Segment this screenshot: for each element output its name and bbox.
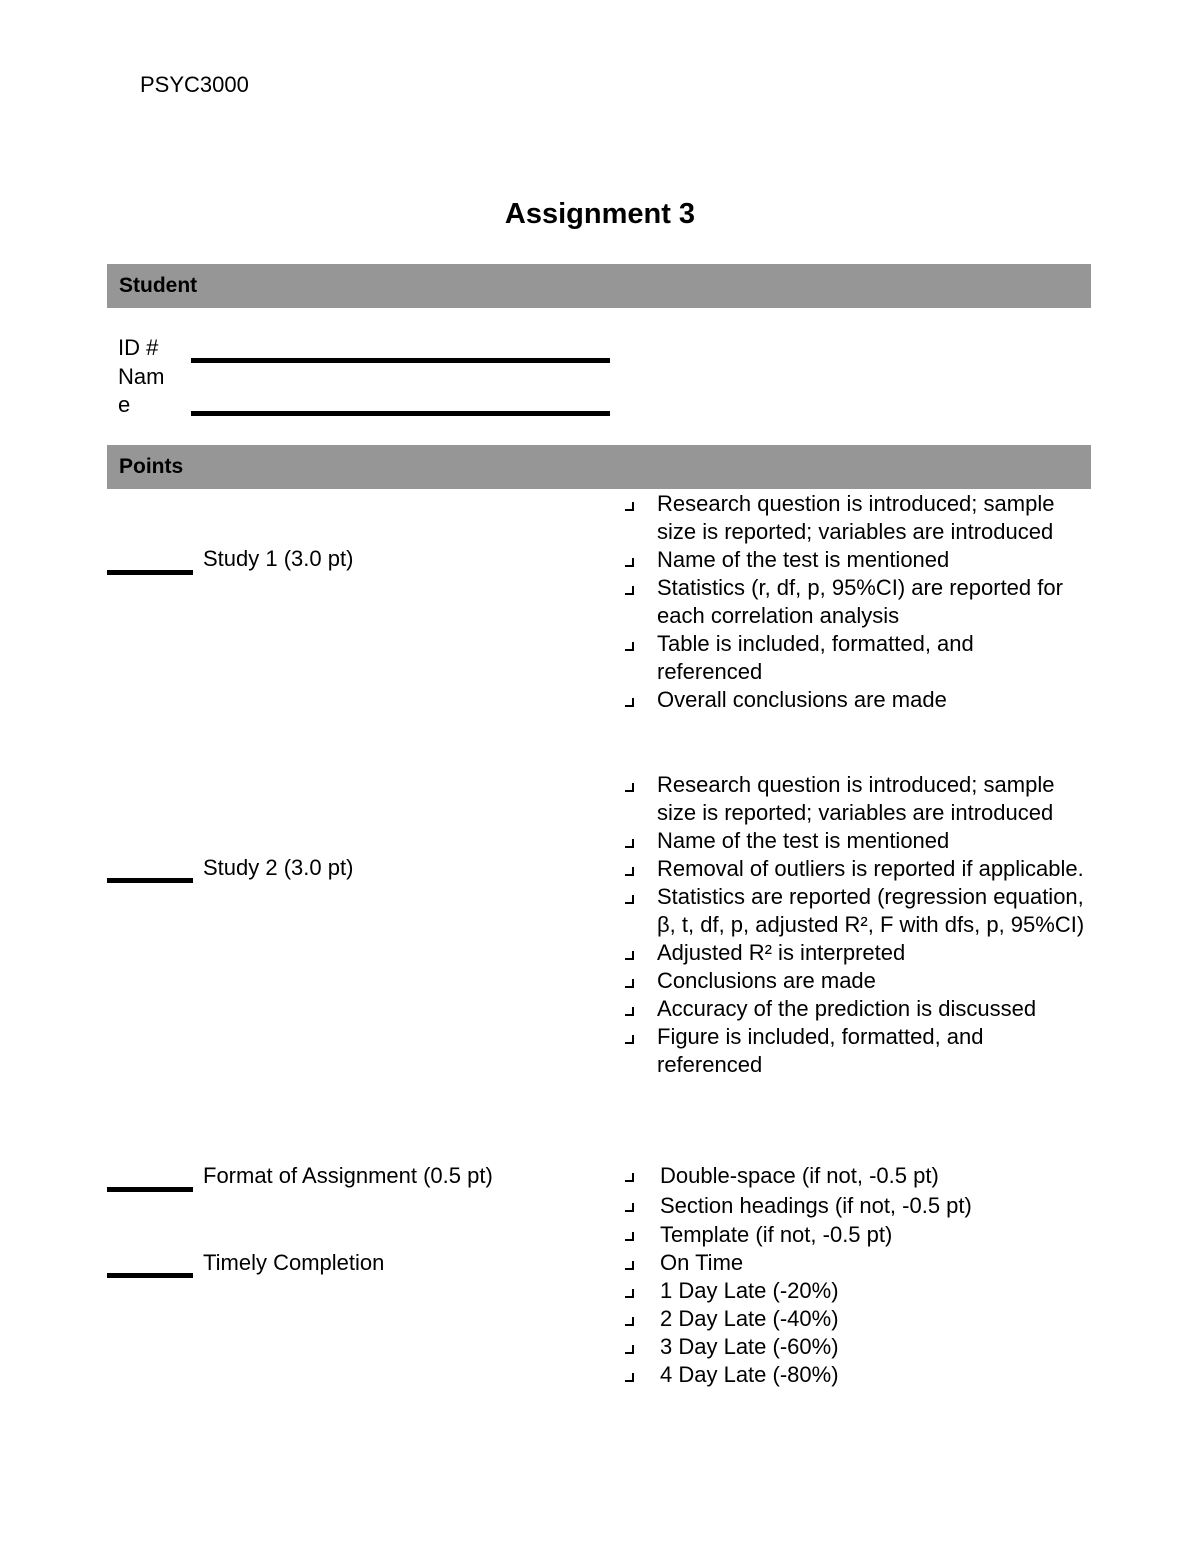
checklist-item[interactable] bbox=[625, 630, 1085, 686]
checkbox-icon[interactable] bbox=[625, 502, 634, 511]
checkbox-icon[interactable] bbox=[625, 558, 634, 567]
checklist-item[interactable] bbox=[625, 574, 1085, 630]
checklist-item-text: Section headings (if not, -0.5 pt) bbox=[660, 1192, 972, 1218]
checklist-item[interactable] bbox=[625, 771, 1085, 827]
checkbox-icon[interactable] bbox=[625, 698, 634, 707]
student-heading: Student bbox=[119, 274, 198, 297]
checklist-item-text: Removal of outliers is reported if applicable. bbox=[657, 856, 1084, 881]
checklist-item-text: 1 Day Late (-20%) bbox=[660, 1278, 839, 1303]
checklist-item-text: 4 Day Late (-80%) bbox=[660, 1362, 839, 1387]
checkbox-icon[interactable] bbox=[625, 1373, 634, 1382]
checklist-item[interactable] bbox=[625, 1161, 1085, 1191]
checkbox-icon[interactable] bbox=[625, 1035, 634, 1044]
points-section-header bbox=[107, 445, 1091, 489]
id-label: ID # bbox=[118, 335, 159, 360]
checkbox-icon[interactable] bbox=[625, 1173, 634, 1182]
timely-score-field[interactable] bbox=[107, 1273, 193, 1278]
checklist-item[interactable] bbox=[625, 967, 1085, 995]
checkbox-icon[interactable] bbox=[625, 867, 634, 876]
checkbox-icon[interactable] bbox=[625, 1007, 634, 1016]
checklist-item-text: Figure is included, formatted, and referenced bbox=[657, 1024, 984, 1077]
checkbox-icon[interactable] bbox=[625, 1261, 634, 1270]
format-checklist bbox=[625, 1161, 1085, 1250]
checkbox-icon[interactable] bbox=[625, 642, 634, 651]
points-heading: Points bbox=[119, 455, 184, 478]
timely-label: Timely Completion bbox=[203, 1250, 385, 1275]
checkbox-icon[interactable] bbox=[625, 1232, 634, 1241]
study1-checklist bbox=[625, 490, 1085, 714]
checkbox-icon[interactable] bbox=[625, 839, 634, 848]
checkbox-icon[interactable] bbox=[625, 1345, 634, 1354]
checklist-item[interactable] bbox=[625, 1333, 1085, 1361]
checklist-item[interactable] bbox=[625, 1249, 1085, 1277]
checklist-item[interactable] bbox=[625, 995, 1085, 1023]
checklist-item-text: Template (if not, -0.5 pt) bbox=[660, 1222, 893, 1247]
checkbox-icon[interactable] bbox=[625, 951, 634, 960]
study2-label: Study 2 (3.0 pt) bbox=[203, 855, 354, 880]
checklist-item-text: Research question is introduced; sample size is reported; variables are introduced bbox=[657, 772, 1055, 825]
study2-checklist bbox=[625, 771, 1085, 1079]
format-score-field[interactable] bbox=[107, 1187, 193, 1192]
checklist-item-text: Research question is introduced; sample size is reported; variables are introduced bbox=[657, 491, 1055, 544]
checklist-item-text: Accuracy of the prediction is discussed bbox=[657, 996, 1037, 1021]
checklist-item[interactable] bbox=[625, 1305, 1085, 1333]
checklist-item-text: Statistics (r, df, p, 95%CI) are reported for each correlation analysis bbox=[657, 575, 1063, 628]
checklist-item-text: Statistics are reported (regression equation, β, t, df, p, adjusted R², F with dfs, p, 95%CI) bbox=[657, 884, 1085, 937]
checkbox-icon[interactable] bbox=[625, 586, 634, 595]
course-code: PSYC3000 bbox=[140, 72, 249, 97]
checklist-item[interactable] bbox=[625, 686, 1085, 714]
checklist-item-text: Overall conclusions are made bbox=[657, 687, 947, 712]
page-title: Assignment 3 bbox=[504, 198, 696, 230]
name-label-line1: Nam bbox=[118, 364, 165, 389]
checklist-item-text: 3 Day Late (-60%) bbox=[660, 1334, 839, 1359]
checkbox-icon[interactable] bbox=[625, 1289, 634, 1298]
checklist-item-text: 2 Day Late (-40%) bbox=[660, 1306, 839, 1331]
checklist-item-text: Conclusions are made bbox=[657, 968, 876, 993]
timely-checklist bbox=[625, 1249, 1085, 1389]
checklist-item[interactable] bbox=[625, 883, 1085, 939]
checklist-item[interactable] bbox=[625, 1191, 1085, 1221]
checklist-item-text: Table is included, formatted, and referenced bbox=[657, 631, 974, 684]
id-field[interactable] bbox=[191, 358, 610, 363]
checklist-item[interactable] bbox=[625, 1220, 1085, 1250]
checklist-item-text: Name of the test is mentioned bbox=[657, 547, 950, 572]
checklist-item-text: Name of the test is mentioned bbox=[657, 828, 950, 853]
checkbox-icon[interactable] bbox=[625, 1203, 634, 1212]
checklist-item-text: Adjusted R² is interpreted bbox=[657, 940, 906, 965]
name-field[interactable] bbox=[191, 411, 610, 416]
student-section-header bbox=[107, 264, 1091, 308]
checklist-item[interactable] bbox=[625, 939, 1085, 967]
name-label-line2: e bbox=[118, 392, 131, 417]
checkbox-icon[interactable] bbox=[625, 895, 634, 904]
checklist-item[interactable] bbox=[625, 1277, 1085, 1305]
checklist-item-text: On Time bbox=[660, 1250, 744, 1275]
checklist-item[interactable] bbox=[625, 1361, 1085, 1389]
checklist-item[interactable] bbox=[625, 827, 1085, 855]
checklist-item[interactable] bbox=[625, 855, 1085, 883]
format-label: Format of Assignment (0.5 pt) bbox=[203, 1163, 493, 1188]
study2-score-field[interactable] bbox=[107, 878, 193, 883]
study1-label: Study 1 (3.0 pt) bbox=[203, 546, 354, 571]
checklist-item-text: Double-space (if not, -0.5 pt) bbox=[660, 1163, 939, 1188]
checklist-item[interactable] bbox=[625, 490, 1085, 546]
checkbox-icon[interactable] bbox=[625, 783, 634, 792]
checkbox-icon[interactable] bbox=[625, 1317, 634, 1326]
checklist-item[interactable] bbox=[625, 1023, 1085, 1079]
checkbox-icon[interactable] bbox=[625, 979, 634, 988]
checklist-item[interactable] bbox=[625, 546, 1085, 574]
study1-score-field[interactable] bbox=[107, 570, 193, 575]
